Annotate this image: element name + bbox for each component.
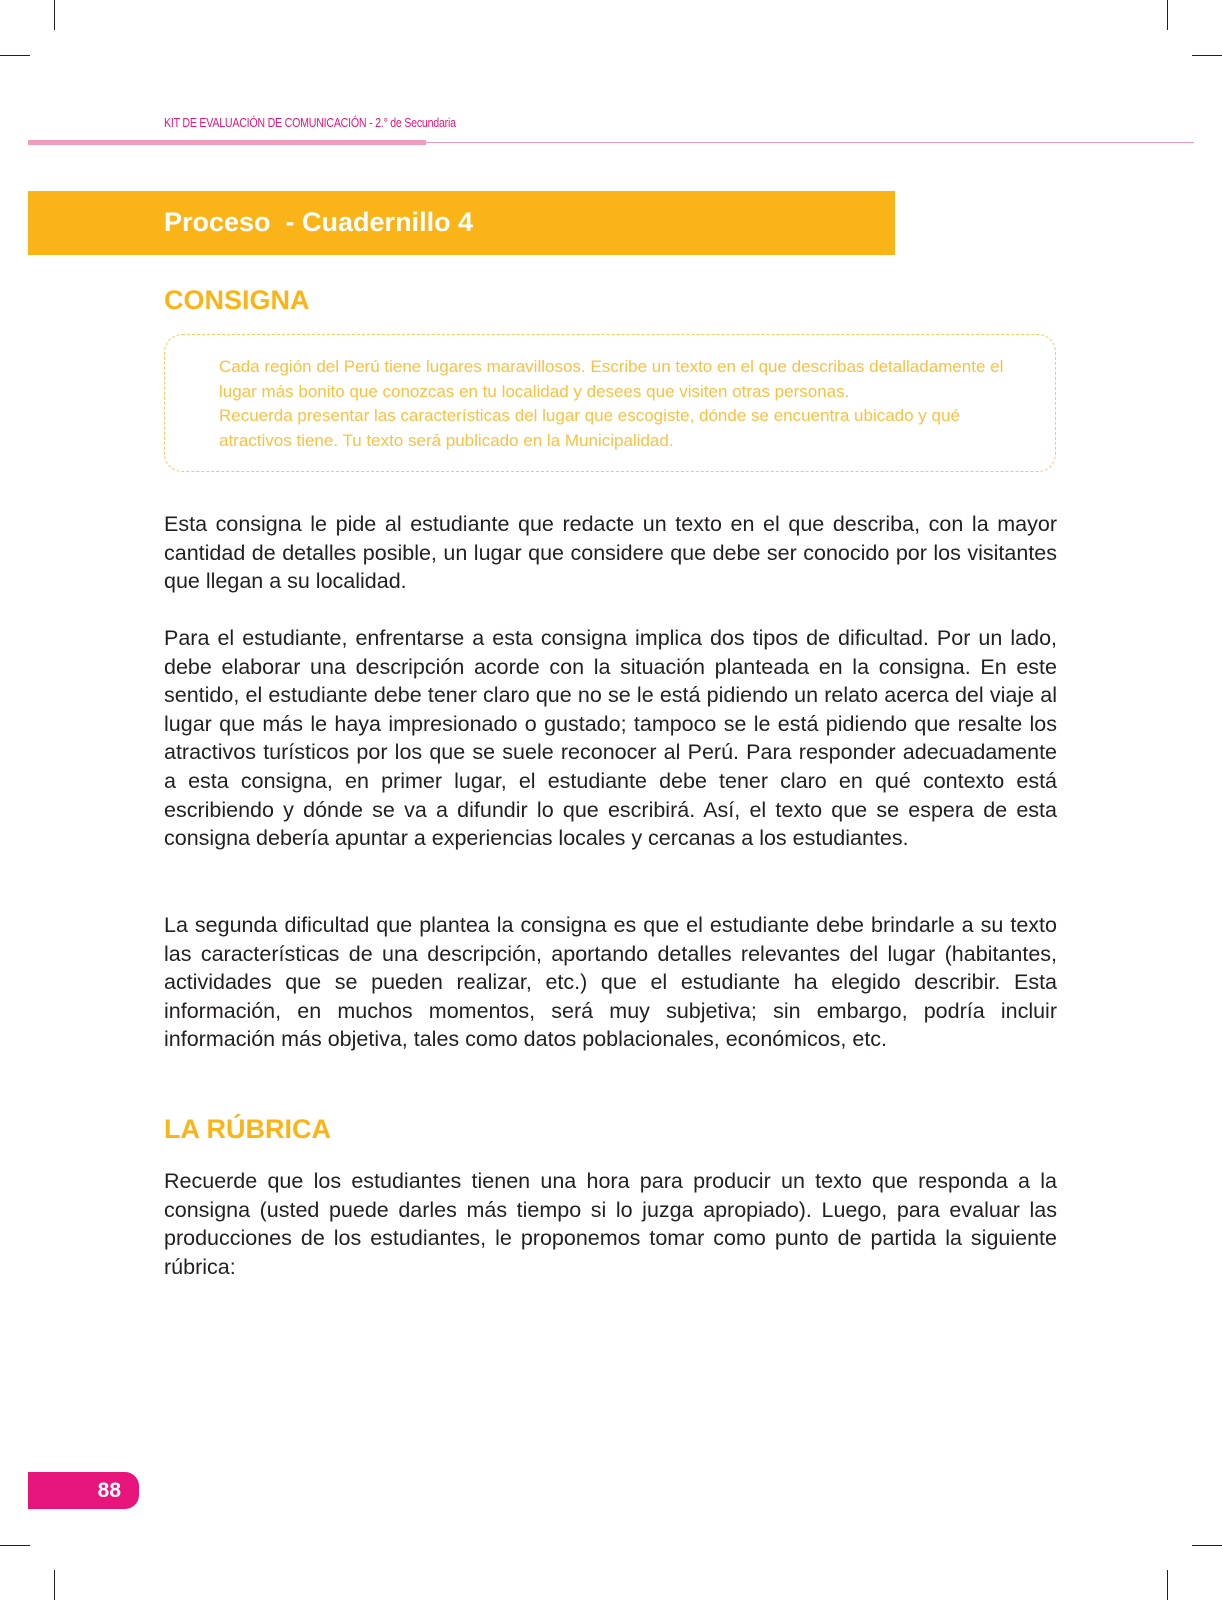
rubrica-heading: LA RÚBRICA xyxy=(164,1114,331,1144)
body-paragraph: La segunda dificultad que plantea la consigna es que el estudiante debe brindarle a su texto las características de una descripción, aportando detalles relevantes del lugar (habitantes, actividades que se pueden realizar, etc.) que el estudiante ha elegido describir. Esta información, en muchos momentos, será muy subjetiva; sin embargo, podría incluir información más objetiva, tales como datos poblacionales, económicos, etc. xyxy=(164,913,1057,1052)
crop-mark-bottom-right-h xyxy=(1192,1545,1222,1546)
consigna-heading: CONSIGNA xyxy=(164,285,310,315)
crop-mark-bottom-left-h xyxy=(0,1545,30,1546)
running-header: KIT DE EVALUACIÓN DE COMUNICACIÓN - 2.° de Secundaria xyxy=(164,115,456,130)
section-band xyxy=(28,191,895,255)
body-paragraph: Esta consigna le pide al estudiante que redacte un texto en el que describa, con la mayor cantidad de detalles posible, un lugar que considere que debe ser conocido por los visitantes que llegan a su localidad. xyxy=(164,512,1057,594)
crop-mark-bottom-left xyxy=(54,1570,55,1600)
header-rule-thick xyxy=(28,140,426,145)
page-number: 88 xyxy=(97,1479,121,1502)
rubrica-paragraph: Recuerde que los estudiantes tienen una hora para producir un texto que responda a la consigna (usted puede darles más tiempo si lo juzga apropiado). Luego, para evaluar las producciones de los estudiantes, le proponemos tomar como punto de partida la siguiente rúbrica: xyxy=(164,1169,1057,1279)
crop-mark-top-left xyxy=(54,0,55,30)
body-paragraph: Para el estudiante, enfrentarse a esta consigna implica dos tipos de dificultad. Por un lado, debe elaborar una descripción acorde con la situación planteada en la consigna. En este sentido, el estudiante debe tener claro que no se le está pidiendo un relato acerca del viaje al lugar que más le haya impresionado o gustado; tampoco se le está pidiendo que resalte los atractivos turísticos por los que se suele reconocer al Perú. Para responder adecuadamente a esta consigna, en primer lugar, el estudiante debe tener claro en qué contexto está escribiendo y dónde se va a difundir lo que escribirá. Así, el texto que se espera de esta consigna debería apuntar a experiencias locales y cercanas a los estudiantes. xyxy=(164,626,1057,851)
crop-mark-bottom-right xyxy=(1167,1570,1168,1600)
crop-mark-top-left-h xyxy=(0,55,30,56)
crop-mark-top-right xyxy=(1167,0,1168,30)
prompt-text xyxy=(219,355,1019,453)
page-number-tab xyxy=(28,1472,139,1509)
crop-mark-top-right-h xyxy=(1192,55,1222,56)
section-title: Proceso - Cuadernillo 4 xyxy=(164,207,474,237)
header-rule-thin xyxy=(426,142,1194,143)
prompt-paragraph: Recuerda presentar las características del lugar que escogiste, dónde se encuentra ubicado y qué atractivos tiene. Tu texto será publicado en la Municipalidad. xyxy=(219,406,960,450)
prompt-box xyxy=(164,334,1056,472)
prompt-paragraph: Cada región del Perú tiene lugares maravillosos. Escribe un texto en el que describas detalladamente el lugar más bonito que conozcas en tu localidad y desees que visiten otras personas. xyxy=(219,357,1004,401)
